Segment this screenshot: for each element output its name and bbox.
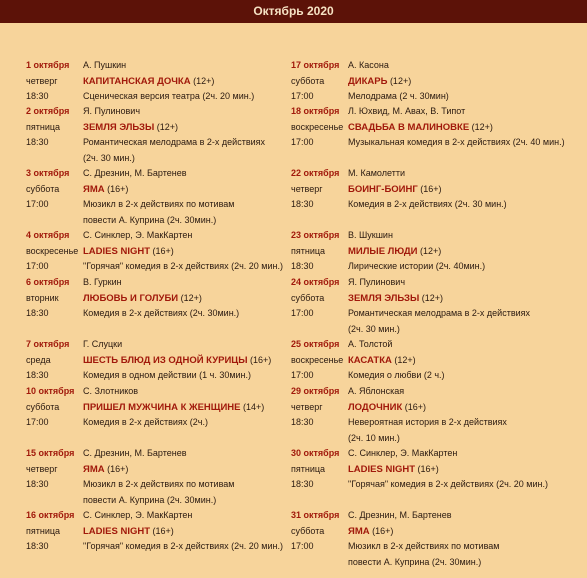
event-row-author [26,337,288,353]
event-row-title [291,353,587,369]
event-item [291,337,587,384]
event-row-title [291,400,587,416]
event-item [291,166,587,213]
event-row-author [26,508,288,524]
event-author: С. Дрезнин, М. Бартенев [83,168,187,178]
event-title-link[interactable]: ДИКАРЬ [348,75,388,87]
event-title-link[interactable]: LADIES NIGHT [83,525,151,537]
event-row-author [291,166,587,182]
event-row-author [291,384,587,400]
event-item [291,104,587,151]
event-age-rating: (16+) [250,354,272,365]
event-time: 18:30 [26,91,49,101]
event-weekday: вторник [26,292,59,303]
event-title-link[interactable]: ЯМА [83,463,105,475]
event-time: 17:00 [291,137,314,147]
event-description: "Горячая" комедия в 2-х действиях (2ч. 20 мин.) [83,261,283,271]
event-title-link[interactable]: ЯМА [83,183,105,195]
event-row-desc [291,135,587,151]
event-description: Мюзикл в 2-х действиях по мотивам [83,199,235,209]
event-row-title [26,353,288,369]
event-item [291,58,587,105]
event-age-rating: (16+) [107,183,129,194]
event-author: С. Синклер, Э. МакКартен [83,510,193,520]
event-description: повести А. Куприна (2ч. 30мин.) [83,214,217,225]
event-date: 16 октября [26,510,75,520]
event-row-author [291,275,587,291]
event-weekday: суббота [26,401,60,412]
event-title-link[interactable]: КАПИТАНСКАЯ ДОЧКА [83,75,191,87]
event-description: Комедия в 2-х действиях (2ч.) [83,417,208,427]
event-date: 25 октября [291,339,340,349]
event-description: Романтическая мелодрама в 2-х действиях [348,308,531,318]
event-description: (2ч. 10 мин.) [348,432,400,443]
event-weekday: четверг [26,463,58,474]
event-row-title [26,462,288,478]
event-age-rating: (12+) [421,292,444,303]
event-row-author [291,58,587,74]
event-time: 18:30 [291,199,314,209]
event-age-rating: (16+) [417,463,439,474]
event-row-title [26,400,288,416]
event-date: 23 октября [291,230,340,240]
event-time: 18:30 [291,417,314,427]
event-item [26,228,288,275]
event-item [291,384,587,446]
event-weekday: воскресенье [291,354,344,365]
event-weekday: воскресенье [291,121,344,132]
event-row-desc [291,539,587,555]
event-date: 15 октября [26,448,75,458]
event-weekday: пятница [26,525,61,536]
event-description: Комедия о любви (2 ч.) [348,370,445,380]
event-item [26,446,288,508]
event-time: 17:00 [291,541,314,551]
event-author: Я. Пулинович [83,106,141,116]
event-time: 18:30 [26,137,49,147]
event-row-desc [291,431,587,447]
event-author: С. Синклер, Э. МакКартен [348,448,458,458]
event-age-rating: (12+) [471,121,493,132]
event-time: 18:30 [26,541,49,551]
event-item [26,104,288,166]
event-row-desc [26,213,288,229]
event-description: Невероятная история в 2-х действиях [348,417,507,427]
event-row-desc [26,415,288,431]
page-title: Октябрь 2020 [253,4,334,18]
event-description: повести А. Куприна (2ч. 30мин.) [348,556,482,567]
event-author: А. Толстой [348,339,393,349]
event-item [26,166,288,228]
schedule [0,23,587,578]
event-title-link[interactable]: МИЛЫЕ ЛЮДИ [348,245,418,257]
event-age-rating: (12+) [180,292,202,303]
event-time: 17:00 [291,308,314,318]
event-weekday: среда [26,354,51,365]
event-author: В. Шукшин [348,230,393,240]
event-author: А. Пушкин [83,60,127,70]
event-row-desc [291,306,587,322]
event-title-link[interactable]: ЗЕМЛЯ ЭЛЬЗЫ [348,292,420,304]
event-date: 3 октября [26,168,70,178]
event-row-title [26,182,288,198]
event-weekday: пятница [291,463,326,474]
event-date: 30 октября [291,448,340,458]
event-time: 18:30 [291,261,314,271]
event-author: Л. Юхвид, М. Авах, В. Типот [348,106,466,116]
event-date: 24 октября [291,277,340,287]
event-row-desc [291,368,587,384]
event-row-title [291,182,587,198]
event-description: Музыкальная комедия в 2-х действиях (2ч. 40 мин.) [348,137,565,147]
event-row-desc [26,89,288,105]
event-age-rating: (16+) [372,525,394,536]
event-row-desc [291,477,587,493]
event-row-desc [26,539,288,555]
event-item [291,446,587,493]
event-title-link[interactable]: ШЕСТЬ БЛЮД ИЗ ОДНОЙ КУРИЦЫ [83,354,248,366]
event-weekday: суббота [26,183,60,194]
event-row-desc [291,322,587,338]
event-row-author [26,446,288,462]
event-item [26,337,288,384]
event-age-rating: (16+) [420,183,442,194]
event-title-link[interactable]: БОИНГ-БОИНГ [348,183,418,195]
event-row-title [26,74,288,90]
event-weekday: суббота [291,75,325,86]
event-weekday: пятница [291,245,326,256]
event-description: Комедия в 2-х действиях (2ч. 30 мин.) [348,199,507,209]
event-weekday: воскресенье [26,245,79,256]
event-row-title [291,120,587,136]
event-row-desc [26,368,288,384]
event-author: А. Касона [348,60,389,70]
event-row-author [26,58,288,74]
event-time: 17:00 [291,370,314,380]
event-row-author [26,275,288,291]
event-row-desc [291,415,587,431]
event-age-rating: (14+) [243,401,265,412]
event-weekday: четверг [291,183,323,194]
event-item [291,508,587,570]
event-row-desc [26,477,288,493]
event-title-link[interactable]: LADIES NIGHT [83,245,151,257]
event-row-author [291,508,587,524]
event-row-title [291,291,587,307]
event-description: Лирические истории (2ч. 40мин.) [348,261,486,271]
event-time: 17:00 [26,199,49,209]
event-title-link[interactable]: СВАДЬБА В МАЛИНОВКЕ [348,121,470,133]
event-title-link[interactable]: ЯМА [348,525,370,537]
event-row-author [26,384,288,400]
event-row-desc [291,197,587,213]
event-author: Я. Пулинович [348,277,406,287]
event-age-rating: (16+) [152,245,174,256]
event-weekday: суббота [291,292,325,303]
event-row-author [26,104,288,120]
event-row-title [291,244,587,260]
event-row-desc [26,197,288,213]
event-date: 10 октября [26,386,75,396]
event-row-title [291,524,587,540]
event-date: 6 октября [26,277,70,287]
event-age-rating: (12+) [420,245,442,256]
event-row-desc [26,493,288,509]
event-weekday: суббота [291,525,325,536]
event-row-author [291,104,587,120]
event-row-author [291,228,587,244]
event-row-author [291,337,587,353]
event-item [291,228,587,275]
event-date: 17 октября [291,60,340,70]
event-author: С. Дрезнин, М. Бартенев [83,448,187,458]
event-description: "Горячая" комедия в 2-х действиях (2ч. 20 мин.) [83,541,283,551]
event-time: 18:30 [291,479,314,489]
event-author: С. Дрезнин, М. Бартенев [348,510,452,520]
event-row-desc [26,259,288,275]
event-row-desc [291,555,587,571]
event-author: А. Яблонская [348,386,405,396]
event-age-rating: (12+) [156,121,179,132]
event-time: 18:30 [26,370,49,380]
event-row-title [26,524,288,540]
event-title-link[interactable]: LADIES NIGHT [348,463,416,475]
event-author: В. Гуркин [83,277,122,287]
event-row-author [26,166,288,182]
event-row-desc [26,306,288,322]
event-date: 29 октября [291,386,340,396]
event-description: (2ч. 30 мин.) [83,152,135,163]
event-weekday: четверг [291,401,323,412]
event-time: 17:00 [26,417,49,427]
event-row-desc [291,89,587,105]
event-date: 18 октября [291,106,340,116]
event-age-rating: (16+) [404,401,427,412]
event-author: С. Злотников [83,386,139,396]
event-description: Комедия в 2-х действиях (2ч. 30мин.) [83,308,240,318]
event-author: Г. Слуцки [83,339,123,349]
event-age-rating: (16+) [107,463,129,474]
event-author: М. Камолетти [348,168,405,178]
event-item [291,275,587,337]
event-title-link[interactable]: КАСАТКА [348,354,392,366]
event-time: 17:00 [291,91,314,101]
event-row-desc [26,135,288,151]
event-description: "Горячая" комедия в 2-х действиях (2ч. 20 мин.) [348,479,548,489]
event-item [26,384,288,431]
event-item [26,275,288,322]
event-age-rating: (12+) [193,75,215,86]
event-date: 4 октября [26,230,70,240]
event-row-title [291,462,587,478]
event-description: Сценическая версия театра (2ч. 20 мин.) [83,91,255,101]
event-date: 2 октября [26,106,70,116]
event-row-title [26,291,288,307]
event-time: 18:30 [26,479,49,489]
event-author: С. Синклер, Э. МакКартен [83,230,193,240]
event-weekday: четверг [26,75,58,86]
event-date: 1 октября [26,60,70,70]
event-description: (2ч. 30 мин.) [348,323,400,334]
event-date: 7 октября [26,339,70,349]
event-description: Комедия в одном действии (1 ч. 30мин.) [83,370,252,380]
event-title-link[interactable]: ПРИШЕЛ МУЖЧИНА К ЖЕНЩИНЕ [83,401,241,413]
event-item [26,508,288,555]
event-row-author [26,228,288,244]
event-description: Мелодрама (2 ч. 30мин) [348,91,449,101]
event-title-link[interactable]: ЗЕМЛЯ ЭЛЬЗЫ [83,121,155,133]
event-title-link[interactable]: ЛОДОЧНИК [348,401,403,413]
event-time: 18:30 [26,308,49,318]
event-row-title [26,120,288,136]
event-weekday: пятница [26,121,61,132]
event-description: Мюзикл в 2-х действиях по мотивам [348,541,500,551]
event-age-rating: (12+) [389,75,412,86]
event-description: Романтическая мелодрама в 2-х действиях [83,137,266,147]
event-date: 31 октября [291,510,340,520]
event-time: 17:00 [26,261,49,271]
event-row-title [26,244,288,260]
event-description: повести А. Куприна (2ч. 30мин.) [83,494,217,505]
event-description: Мюзикл в 2-х действиях по мотивам [83,479,235,489]
event-row-title [291,74,587,90]
page-header [0,0,587,23]
event-row-author [291,446,587,462]
event-item [26,58,288,105]
event-row-desc [26,151,288,167]
event-title-link[interactable]: ЛЮБОВЬ И ГОЛУБИ [83,292,179,304]
event-row-desc [291,259,587,275]
event-age-rating: (16+) [152,525,174,536]
event-date: 22 октября [291,168,340,178]
event-age-rating: (12+) [394,354,416,365]
